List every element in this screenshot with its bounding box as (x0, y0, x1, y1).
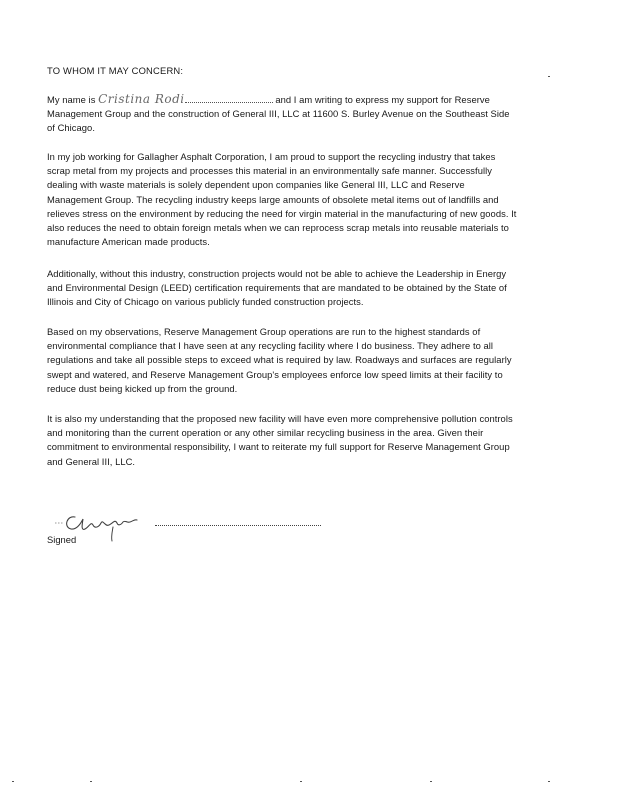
paragraph-observations: Based on my observations, Reserve Management Group operations are run to the highest standards of environmental compliance that I have seen at any recycling facility where I do business. They adhere to all regulations and take all possible steps to exceed what is required by law. Roadways and surfaces are regularly swept and watered, and Reserve Management Group's employees enforce low speed limits at their facility to reduce dust being kicked up from the ground. (47, 326, 512, 394)
scan-speck (430, 781, 432, 782)
signature-block (45, 505, 285, 550)
scan-speck (548, 76, 550, 77)
signed-label: Signed (47, 534, 77, 545)
intro-prefix: My name is (47, 94, 96, 105)
scan-speck (12, 781, 14, 782)
paragraph-conclusion: It is also my understanding that the proposed new facility will have even more comprehensive pollution controls and monitoring than the current operation or any other similar recycling business in the area. Given their commitment to environmental responsibility, I want to reiterate my full support for Reserve Management Group and General III, LLC. (47, 413, 513, 467)
scan-speck (548, 781, 550, 782)
scan-speck (90, 781, 92, 782)
signature-line (155, 525, 321, 526)
handwritten-name: Cristina Rodi (98, 92, 185, 106)
intro-paragraph (47, 92, 519, 136)
paragraph-leed: Additionally, without this industry, construction projects would not be able to achieve the Leadership in Energy and Environmental Design (LEED) certification requirements that are mandated to be obtained by the State of Illinois and City of Chicago on various publicly funded construction projects. (47, 268, 507, 308)
intro-suffix: and I am writing to express my support for Reserve Management Group and the construction of General III, LLC at 11600 S. Burley Avenue on the Southeast Side of Chicago. (47, 94, 510, 134)
paragraph-recycling-support: In my job working for Gallagher Asphalt Corporation, I am proud to support the recycling industry that takes scrap metal from my projects and processes this material in an environmentally safe manner. Successfully dealing with waste materials is solely dependent upon companies like General III, LLC and Reserve Management Group. The recycling industry keeps large amounts of obsolete metal items out of landfills and relieves stress on the environment by reducing the need for virgin material in the manufacturing of new goods. It also reduces the need to obtain foreign metals when we can reprocess scrap metals into reusable materials to manufacture American made products. (47, 151, 517, 248)
scan-speck (300, 781, 302, 782)
salutation: TO WHOM IT MAY CONCERN: (47, 65, 184, 76)
name-blank-line (185, 94, 273, 103)
